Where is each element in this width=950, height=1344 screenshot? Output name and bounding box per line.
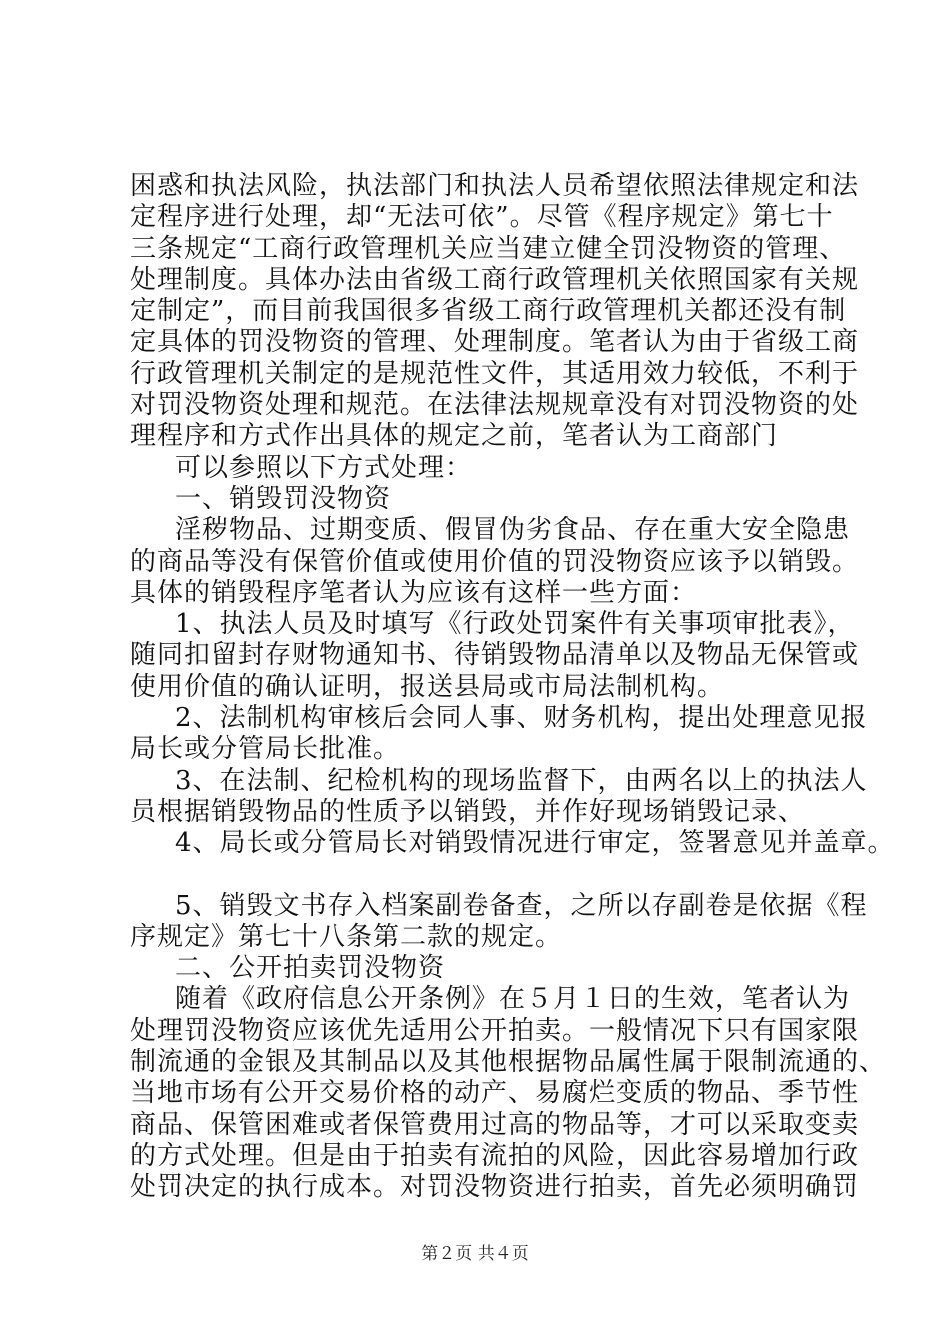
text-line: 员根据销毁物品的性质予以销毁，并作好现场销毁记录、 <box>130 796 806 827</box>
text-line: 的商品等没有保管价值或使用价值的罚没物资应该予以销毁。 <box>130 546 860 577</box>
list-item: 4、局长或分管局长对销毁情况进行审定，签署意见并盖章。 <box>175 828 895 859</box>
text-line: 当地市场有公开交易价格的动产、易腐烂变质的物品、季节性 <box>130 1078 860 1109</box>
text-line: 商品、保管困难或者保管费用过高的物品等，才可以采取变卖 <box>130 1109 860 1140</box>
text-line: 理程序和方式作出具体的规定之前，笔者认为工商部门 <box>130 421 779 452</box>
text-line: 淫秽物品、过期变质、假冒伪劣食品、存在重大安全隐患 <box>175 515 851 546</box>
text-line: 局长或分管局长批准。 <box>130 734 401 765</box>
section-heading: 一、销毁罚没物资 <box>175 483 392 514</box>
text-line: 对罚没物资处理和规范。在法律法规规章没有对罚没物资的处 <box>130 390 860 421</box>
list-item: 5、销毁文书存入档案副卷备查，之所以存副卷是依据《程 <box>175 890 868 921</box>
text-line: 处理罚没物资应该优先适用公开拍卖。一般情况下只有国家限 <box>130 1015 860 1046</box>
text-line: 的方式处理。但是由于拍卖有流拍的风险，因此容易增加行政 <box>130 1140 860 1171</box>
text-line: 困惑和执法风险，执法部门和执法人员希望依照法律规定和法 <box>130 171 860 201</box>
text-line: 随着《政府信息公开条例》在５月１日的生效，笔者认为 <box>175 984 851 1015</box>
text-line: 可以参照以下方式处理： <box>175 452 473 483</box>
section-heading: 二、公开拍卖罚没物资 <box>175 953 446 984</box>
list-item: 1、执法人员及时填写《行政处罚案件有关事项审批表》， <box>175 609 855 640</box>
document-body <box>130 171 895 1204</box>
text-line: 处理制度。具体办法由省级工商行政管理机关依照国家有关规 <box>130 264 860 295</box>
text-line: 处罚决定的执行成本。对罚没物资进行拍卖，首先必须明确罚 <box>130 1172 860 1203</box>
text-line: 具体的销毁程序笔者认为应该有这样一些方面： <box>130 577 698 608</box>
text-line: 行政管理机关制定的是规范性文件，其适用效力较低，不利于 <box>130 358 860 389</box>
text-line: 使用价值的确认证明，报送县局或市局法制机构。 <box>130 671 725 702</box>
page-number-footer: 第２页 共４页 <box>421 1244 529 1264</box>
text-line: 定具体的罚没物资的管理、处理制度。笔者认为由于省级工商 <box>130 327 860 358</box>
text-line: 序规定》第七十八条第二款的规定。 <box>130 921 563 952</box>
text-line: 制流通的金银及其制品以及其他根据物品属性属于限制流通的、 <box>130 1047 887 1078</box>
list-item: 3、在法制、纪检机构的现场监督下，由两名以上的执法人 <box>175 765 868 796</box>
list-item: 2、法制机构审核后会同人事、财务机构，提出处理意见报 <box>175 703 868 734</box>
blank-line <box>130 860 850 891</box>
text-line: 定程序进行处理，却“无法可依”。尽管《程序规定》第七十 <box>130 202 834 233</box>
text-line: 定制定”，而目前我国很多省级工商行政管理机关都还没有制 <box>130 296 847 327</box>
text-line: 随同扣留封存财物通知书、待销毁物品清单以及物品无保管或 <box>130 640 860 671</box>
text-line: 三条规定“工商行政管理机关应当建立健全罚没物资的管理、 <box>130 233 847 264</box>
